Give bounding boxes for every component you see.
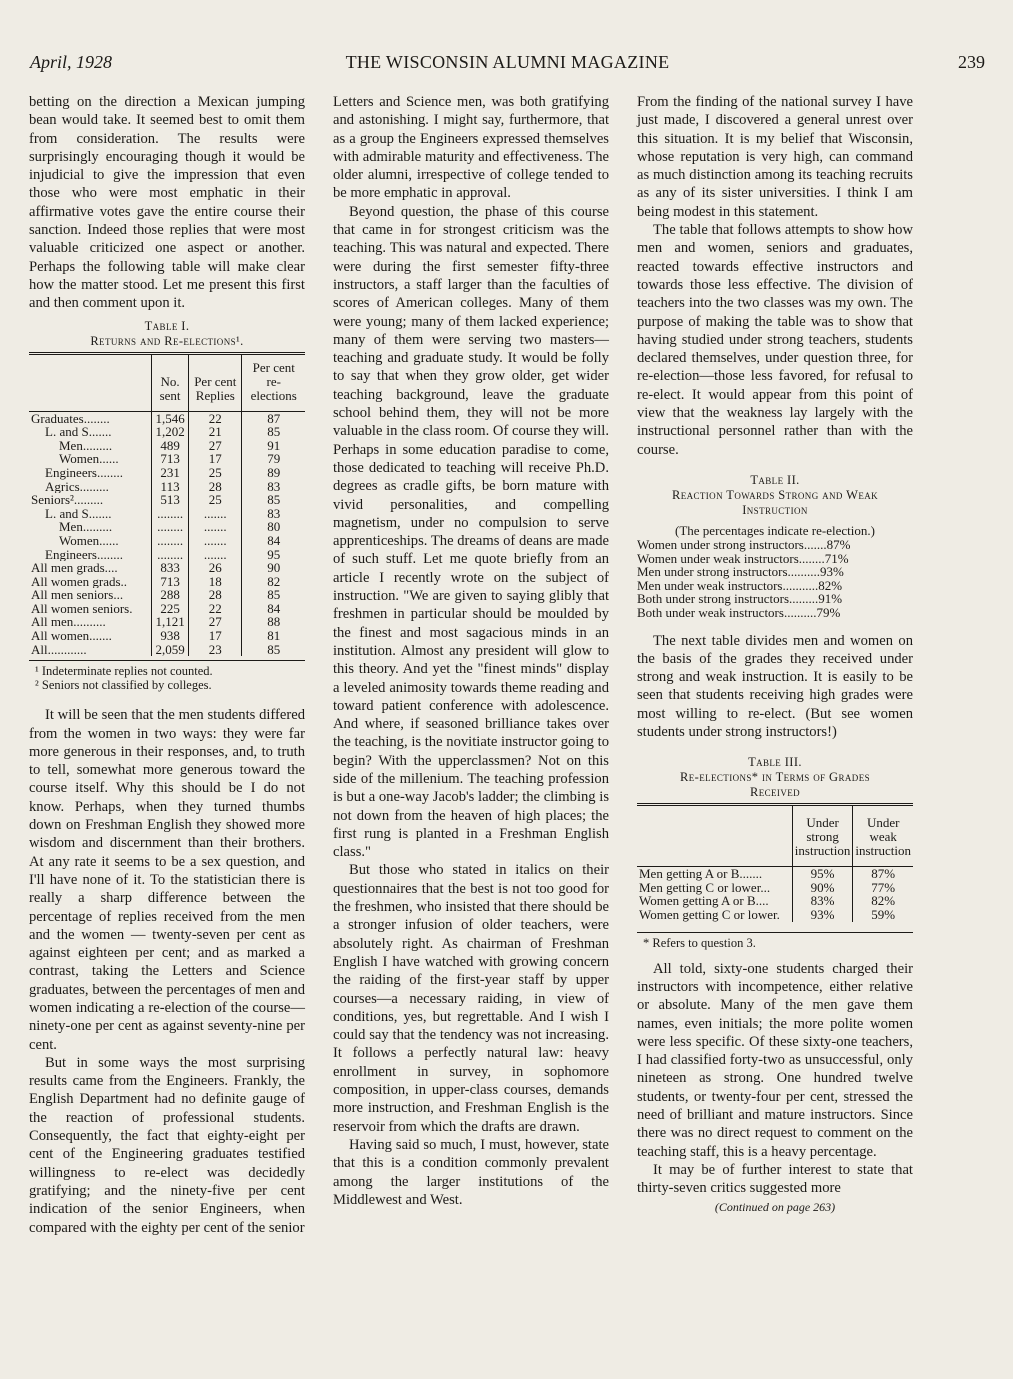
row-label: Engineers........ [45, 547, 123, 562]
table-row [29, 575, 305, 589]
row-label: All men seniors... [31, 588, 124, 602]
cell-reelections: 91 [242, 439, 305, 453]
cell-sent: 231 [152, 466, 189, 480]
cell-replies: 27 [189, 439, 242, 453]
cell-sent: 288 [152, 588, 189, 602]
table-rule [29, 660, 305, 661]
table2-row: Men under strong instructors..........93% [637, 564, 844, 580]
cell-replies: 25 [189, 466, 242, 480]
paragraph: Beyond question, the phase of this course that came in for strongest criticism was the teaching. This was natural and expected. There were during the first semester fifty-three instructors, a staff larger than the faculties of scores of American colleges. Many of them were young; many of them lacked experience; many of them were serving two masters—teaching and graduate study. It would be folly to say that when they grow older, get wider teaching background, leave the graduate school behind them, they will not be more valuable in the class room. Of course they will. Perhaps in some education paradise to come, those dedicated to teaching will receive Ph.D. degrees as cradle gifts, be born mature with vivid personalities, and compelling magnetism, under no compulsion to serve apprenticeships. The dreams of deans are made of such stuff. Let me quote briefly from an article I recently wrote on the subject of instruction. "We are given to saying glibly that freshmen in particular should be moulded by the finest and most sagacious minds in an institution. Almost any president will glow to this theory. And yet the "finest minds" display a leveled animosity towards theme reading and toward patient conference with adolescence. And where, if seasoned brilliance takes over the teaching, is the novitiate instructor going to begin? With the upperclassmen? Not on this side of the millenium. The teaching profession is but a one-way Jacob's ladder; the climbing is not down from the heaven of high places; the first rung is planted in a Freshman English class." [333, 203, 609, 861]
cell-replies: ....... [189, 534, 242, 548]
row-label: Women getting A or B.... [639, 893, 769, 909]
table2-row: Both under strong instructors.........91% [637, 591, 843, 607]
table-row [29, 480, 305, 494]
table-row [29, 452, 305, 466]
magazine-title: THE WISCONSIN ALUMNI MAGAZINE [345, 52, 670, 72]
cell-reelections: 90 [242, 561, 305, 575]
table1-body [29, 411, 305, 656]
row-label: Agrics......... [45, 479, 109, 494]
cell-replies: 26 [189, 561, 242, 575]
table2-caption: Table II. Reaction Towards Strong and Weak Instruction [671, 472, 879, 517]
cell-sent: ........ [152, 548, 189, 562]
row-label: Men......... [59, 520, 113, 534]
cell-strong: 95% [792, 867, 853, 881]
table-row [29, 466, 305, 480]
cell-sent: 489 [152, 439, 189, 453]
cell-strong: 93% [792, 908, 853, 922]
paragraph: betting on the direction a Mexican jumping bean would take. It seemed best to omit them from consideration. The results were surprisingly encouraging though it would be injudicial to give the impression that even those who were most emphatic in their affirmative votes gave the entire course their sanction. Indeed those replies that were most valuable criticized one aspect or another. Perhaps the following table will make clear how the matter stood. Let me present this first and then comment upon it. [29, 94, 305, 312]
row-label: All women grads.. [31, 574, 128, 589]
cell-reelections: 87 [242, 411, 305, 425]
cell-reelections: 88 [242, 615, 305, 629]
table3-body [637, 867, 913, 922]
paragraph: But in some ways the most surprising results came from the Engineers. Frankly, the English Department had no definite gauge of the reaction of professional students. Consequently, the fact that eighty-eight per cent of the Engineering graduates testified willingness to re-elect was decidedly gratifying; and the ninety-five per cent indication of the senior Engineers, when compared with the eighty per cent of the senior [29, 1054, 305, 1236]
table3-caption: Table III. Re-elections* in Terms of Grades Received [680, 755, 870, 800]
row-label: All men.......... [31, 615, 106, 630]
cell-reelections: 89 [242, 466, 305, 480]
table-row [29, 588, 305, 602]
column-1 [29, 93, 305, 1237]
cell-reelections: 85 [242, 425, 305, 439]
cell-strong: 83% [792, 894, 853, 908]
row-label: All............ [31, 642, 87, 657]
cell-sent: 713 [152, 575, 189, 589]
paragraph: But those who stated in italics on their questionnaires that the best is not too good for the freshmen, who insisted that there should be a stronger infusion of older teachers, were absolutely right. As chairman of Freshman English I have watched with growing concern the raiding of the first-year staff by upper courses—a necessary raiding, in view of conditions, yes, but regrettable. And I wish I could say that the tendency was not increasing. It follows a perfectly natural law: heavy enrollment in survey, in sophomore composition, in upper-class courses, demands more instruction, and Freshman English is the reservoir from which the drafts are drawn. [333, 862, 609, 1135]
table1-header: No. sent [152, 355, 189, 412]
cell-sent: 2,059 [152, 643, 189, 657]
row-label: Women...... [59, 533, 119, 548]
cell-reelections: 79 [242, 452, 305, 466]
cell-weak: 59% [853, 908, 913, 922]
cell-replies: 18 [189, 575, 242, 589]
paragraph: It may be of further interest to state that thirty-seven critics suggested more [637, 1161, 913, 1197]
row-label: L. and S....... [45, 425, 112, 439]
table-row [29, 507, 305, 521]
row-label: Graduates........ [31, 411, 110, 426]
cell-weak: 77% [853, 881, 913, 895]
cell-replies: ....... [189, 507, 242, 521]
table-row [29, 534, 305, 548]
column-3 [637, 93, 913, 1214]
paragraph: It will be seen that the men students differed from the women in two ways: they were far more generous in their responses, and, to truth to tell, somewhat more generous toward the course itself. Why this should be I do not know. Perhaps, when they turned thumbs down on Freshman English they showed more wisdom and discernment than their brothers. At any rate it seems to be a sex question, and I'll have none of it. To the statistician there is really a sharp difference between the percentage of replies received from the men and the women — twenty-seven per cent as against eighteen per cent; and as marked a contrast, taking the Letters and Science graduates, between the percentages of men and women indicating a re-election of the course—ninety-one per cent as against seventy-nine per cent. [29, 707, 305, 1053]
page-header [30, 52, 985, 76]
cell-strong: 90% [792, 881, 853, 895]
row-label: Seniors²......... [31, 493, 104, 507]
row-label: All women seniors. [31, 601, 133, 616]
cell-sent: 938 [152, 629, 189, 643]
table3-header: Under strong instruction [792, 806, 853, 867]
table1-header: Per cent Replies [189, 355, 242, 412]
table-row [29, 520, 305, 534]
cell-reelections: 83 [242, 507, 305, 521]
table-rule [637, 932, 913, 933]
cell-reelections: 95 [242, 548, 305, 562]
table-row [637, 867, 913, 881]
row-label: L. and S....... [45, 506, 112, 521]
page-number: 239 [958, 52, 985, 72]
table-row [637, 894, 913, 908]
table2-row: Men under weak instructors...........82% [637, 577, 843, 593]
cell-sent: 713 [152, 452, 189, 466]
table-row [637, 908, 913, 922]
table2 [637, 538, 913, 620]
cell-replies: ....... [189, 520, 242, 534]
table3-header: Under weak instruction [853, 806, 913, 867]
paragraph: Letters and Science men, was both gratifying and astonishing. I might say, furthermore, that as a group the Engineers expressed themselves with admirable maturity and effectiveness. The older alumni, irrespective of college tended to be more emphatic in approval. [333, 94, 609, 202]
cell-sent: 225 [152, 602, 189, 616]
cell-replies: 23 [189, 643, 242, 657]
cell-sent: ........ [152, 507, 189, 521]
row-label: Women...... [59, 452, 119, 466]
table3-footnote: * Refers to question 3. [643, 935, 756, 950]
row-label: Men getting A or B....... [639, 866, 763, 882]
cell-sent: 1,546 [152, 411, 189, 425]
row-label: Men getting C or lower... [639, 879, 771, 895]
row-label: Women getting C or lower. [639, 907, 780, 923]
table-row [637, 881, 913, 895]
cell-replies: 25 [189, 493, 242, 507]
cell-reelections: 81 [242, 629, 305, 643]
row-label: All men grads.... [31, 561, 118, 575]
table3 [637, 806, 913, 921]
table-row [29, 439, 305, 453]
cell-reelections: 84 [242, 602, 305, 616]
table1-header: Per cent re-elections [242, 355, 305, 412]
cell-replies: 21 [189, 425, 242, 439]
cell-replies: 27 [189, 615, 242, 629]
row-label: Engineers........ [45, 465, 123, 480]
table2-note: (The percentages indicate re-election.) [675, 522, 875, 538]
table2-row: Women under strong instructors.......87% [637, 536, 851, 552]
table-row [29, 493, 305, 507]
cell-replies: 28 [189, 480, 242, 494]
table1-caption: Table I. Returns and Re-elections¹. [90, 318, 244, 348]
cell-replies: 17 [189, 629, 242, 643]
table1 [29, 355, 305, 657]
cell-replies: ....... [189, 548, 242, 562]
cell-reelections: 80 [242, 520, 305, 534]
row-label: Men......... [59, 438, 113, 453]
paragraph: The next table divides men and women on the basis of the grades they received under strong and weak instruction. It is easily to be seen that students receiving high grades were most willing to re-elect. (But see women students under strong instructors!) [637, 632, 913, 740]
cell-weak: 87% [853, 867, 913, 881]
cell-reelections: 85 [242, 643, 305, 657]
table1-footnotes: ¹ Indeterminate replies not counted. ² Seniors not classified by colleges. [35, 664, 213, 693]
cell-reelections: 84 [242, 534, 305, 548]
paragraph: All told, sixty-one students charged their instructors with incompetence, either relative or absolute. Many of the men gave them names, even initials; the more polite women were less specific. Of these sixty-one teachers, I had classified forty-two as unsuccessful, only nineteen as strong. One hundred twelve students, or twenty-four per cent, stressed the need of brilliant and mature instructors. Since there was no direct request to comment on the teaching staff, this is a heavy percentage. [637, 960, 913, 1160]
cell-reelections: 83 [242, 480, 305, 494]
column-2 [333, 93, 609, 1209]
continued-note: (Continued on page 263) [714, 1199, 836, 1214]
table-row [29, 425, 305, 439]
cell-reelections: 82 [242, 575, 305, 589]
table-row [29, 561, 305, 575]
paragraph: From the finding of the national survey I have just made, I discovered a general unrest over this situation. It is my belief that Wisconsin, whose reputation is very high, can command as much distinction among its teaching recruits as any of its sister universities. I think I am being modest in this statement. [637, 94, 913, 220]
cell-reelections: 85 [242, 588, 305, 602]
cell-sent: 113 [152, 480, 189, 494]
cell-sent: 513 [152, 493, 189, 507]
cell-weak: 82% [853, 894, 913, 908]
table-row [29, 629, 305, 643]
table-row [29, 602, 305, 616]
cell-sent: 1,202 [152, 425, 189, 439]
cell-replies: 17 [189, 452, 242, 466]
cell-sent: ........ [152, 534, 189, 548]
issue-date: April, 1928 [30, 52, 113, 72]
table-row [29, 615, 305, 629]
table2-row: Both under weak instructors..........79% [637, 604, 841, 620]
table-row [29, 548, 305, 562]
table-row [29, 411, 305, 425]
cell-sent: 833 [152, 561, 189, 575]
cell-replies: 22 [189, 602, 242, 616]
cell-replies: 28 [189, 588, 242, 602]
paragraph: Having said so much, I must, however, state that this is a condition commonly prevalent among the larger institutions of the Middlewest and West. [333, 1136, 609, 1208]
cell-sent: 1,121 [152, 615, 189, 629]
cell-replies: 22 [189, 411, 242, 425]
row-label: All women....... [31, 629, 112, 643]
cell-sent: ........ [152, 520, 189, 534]
table-row [29, 643, 305, 657]
cell-reelections: 85 [242, 493, 305, 507]
paragraph: The table that follows attempts to show how men and women, seniors and graduates, reacted towards effective instructors and towards those less effective. The division of teachers into the two classes was my own. The purpose of making the table was to show that having studied under strong teachers, students declared themselves, under question three, for re-election—those less favored, for refusal to re-elect. It would appear from this point of view that the weakness lay largely with the instructional personnel rather than with the course. [637, 222, 913, 458]
table2-row: Women under weak instructors........71% [637, 550, 849, 566]
